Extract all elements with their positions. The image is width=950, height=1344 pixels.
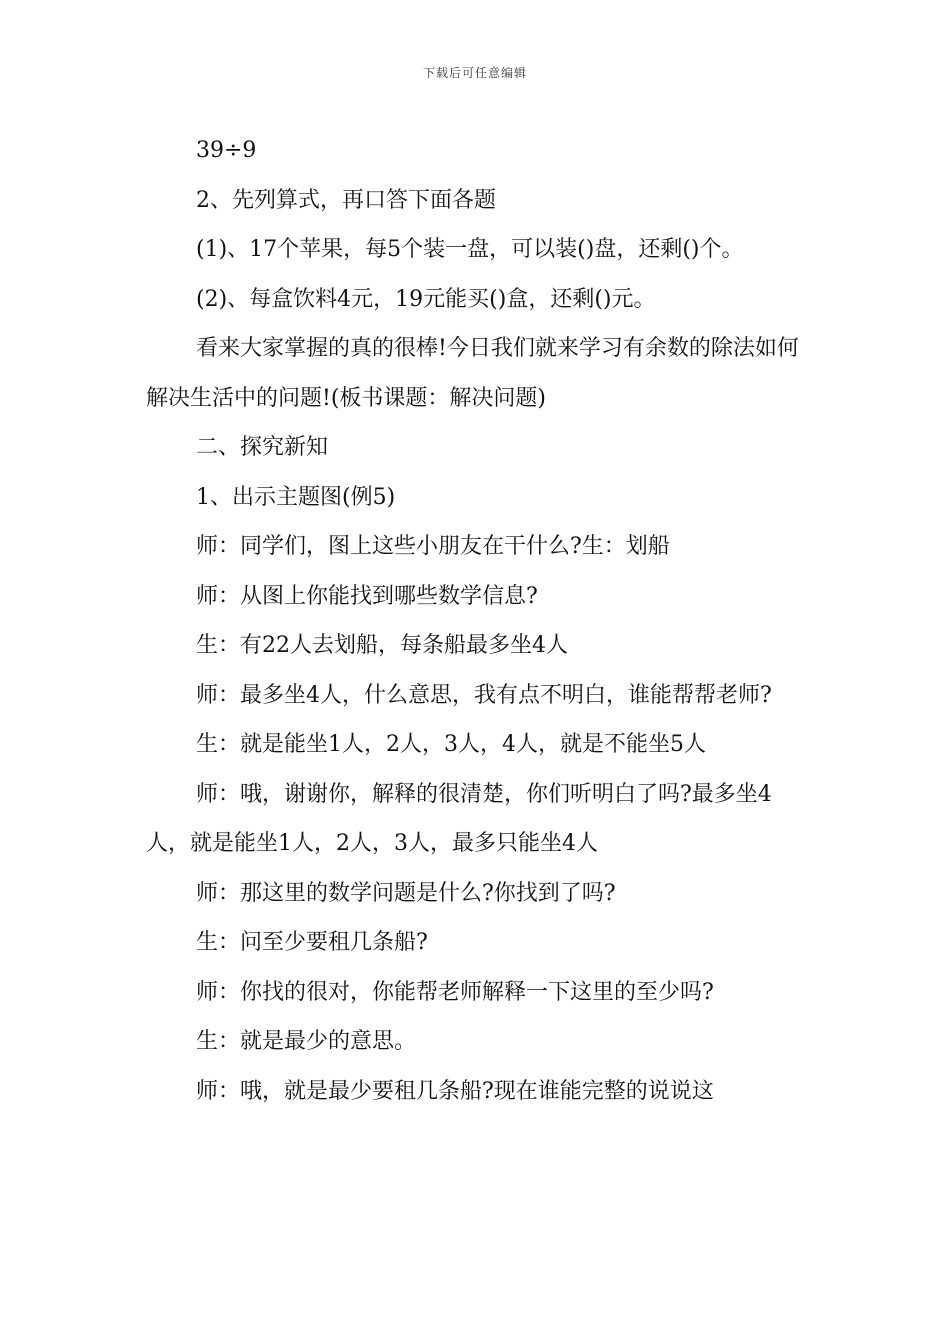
paragraph: 师：哦，谢谢你，解释的很清楚，你们听明白了吗?最多坐4人，就是能坐1人，2人，3人，最多只能坐4人 xyxy=(146,781,772,856)
paragraph: 2、先列算式，再口答下面各题 xyxy=(196,187,496,213)
paragraph: 生：有22人去划船，每条船最多坐4人 xyxy=(196,633,568,658)
paragraph: 生：问至少要租几条船? xyxy=(196,930,428,955)
paragraph: 二、探究新知 xyxy=(196,435,329,460)
paragraph: 师：同学们，图上这些小朋友在干什么?生：划船 xyxy=(196,534,670,559)
paragraph: 生：就是能坐1人，2人，3人，4人，就是不能坐5人 xyxy=(196,732,706,757)
paragraph: 师：哦，就是最少要租几条船?现在谁能完整的说说这 xyxy=(196,1078,714,1104)
paragraph: (2)、每盒饮料4元，19元能买()盒，还剩()元。 xyxy=(196,286,656,312)
paragraph: 师：你找的很对，你能帮老师解释一下这里的至少吗? xyxy=(196,979,714,1005)
paragraph: 生：就是最少的意思。 xyxy=(196,1029,417,1054)
paragraph: 师：最多坐4人，什么意思，我有点不明白，谁能帮帮老师? xyxy=(196,682,772,708)
document-body xyxy=(146,126,810,1116)
page-header: 下载后可任意编辑 xyxy=(422,66,527,80)
paragraph: 1、出示主题图(例5) xyxy=(196,484,396,510)
paragraph: 看来大家掌握的真的很棒!今日我们就来学习有余数的除法如何解决生活中的问题!(板书课题：解决问题) xyxy=(146,336,799,411)
paragraph: 39÷9 xyxy=(196,138,257,163)
paragraph: (1)、17个苹果，每5个装一盘，可以装()盘，还剩()个。 xyxy=(196,237,744,262)
paragraph: 师：那这里的数学问题是什么?你找到了吗? xyxy=(196,880,616,906)
paragraph: 师：从图上你能找到哪些数学信息? xyxy=(196,583,538,609)
